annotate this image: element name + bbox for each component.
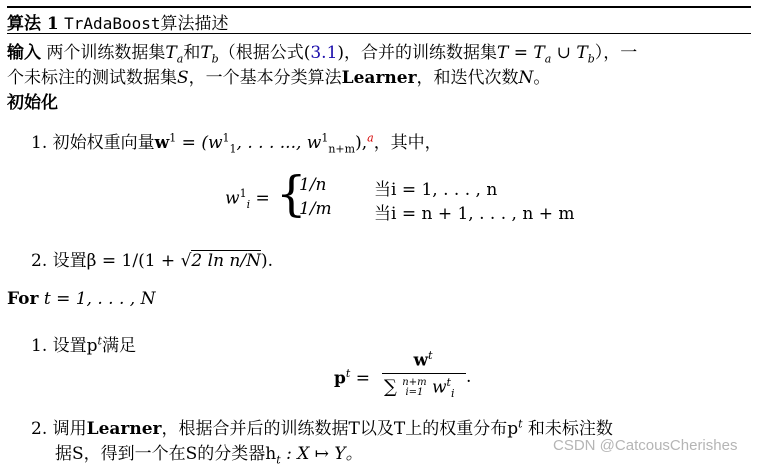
input-line2-c: ，和迭代次数 [416,68,519,88]
loop-step-1 [31,331,136,356]
input-line-1 [7,38,637,65]
var-n: N [518,68,534,88]
ref-close: )，合并的训练数据集 [337,43,498,63]
step-text: 调用 [52,419,87,439]
loop-step-2-line-1 [31,414,613,439]
algorithm-label: 算法 1 [7,14,59,34]
step-line2: 据S，得到一个在S的分类器h [55,444,277,464]
step-line2-end: : X ↦ Y。 [280,444,363,464]
p-equation-lhs [334,367,370,389]
case-1-condition: 当i = 1, . . . , n [374,180,498,200]
input-line2-text: 个未标注的测试数据集 [7,68,177,88]
case-eq: = [255,188,270,209]
case-w-sup: 1 [239,187,247,200]
input-and: 和 [183,43,201,63]
init-heading: 初始化 [7,93,58,113]
init-step-2 [31,246,273,271]
cases-lhs [225,187,270,211]
den-w-sub: i [450,387,455,401]
p-bold: p [334,368,346,389]
var-ta: T [165,43,177,63]
union-b: b [587,52,595,66]
var-ta-sub: a [176,52,184,66]
step-number: 1. [31,133,48,153]
input-label: 输入 [7,43,41,63]
p-sup: t [518,417,523,431]
step-end: ，其中， [373,133,442,153]
algorithm-title [7,9,228,34]
algorithm-name: TrAdaBoost [64,14,161,33]
w1-sup: 1 [222,131,230,145]
input-text: 两个训练数据集 [46,43,166,63]
p-sup: t [97,334,102,348]
for-keyword: For [7,289,39,309]
sqrt-sign: √ [180,251,192,271]
weight-sup: 1 [169,131,177,145]
case-2-value: 1/m [299,199,332,219]
sqrt-body: 2 ln n/N [191,251,261,271]
footnote-link[interactable]: a [367,131,374,145]
den-w-sup: t [446,376,451,389]
var-s: S [177,68,189,88]
step-number: 1. [31,336,48,356]
cases-brace: { [276,166,307,222]
learner-label: Learner [341,68,417,88]
step-text: 设置p [52,336,98,356]
num-w: w [413,350,429,371]
for-expression: t = 1, . . . , N [43,289,156,309]
case-w-sub: i [246,198,251,212]
fraction-denominator [384,376,455,400]
wn-sub: n+m [328,142,356,156]
h-sub: t [276,453,281,466]
step-number: 2. [31,251,48,271]
step-text: 设置β = 1/(1 + [52,251,181,271]
w1-sub: 1 [229,142,237,156]
sum-sign: ∑ [384,376,397,398]
union-a: a [544,52,552,66]
sum-limits [402,378,426,398]
den-w: w [431,377,447,398]
input-line1-end: ），一 [594,43,638,63]
input-line2-b: ，一个基本分类算法 [188,68,342,88]
step-end: ). [260,251,274,271]
loop-step-2-line-2 [55,439,363,466]
step-text-b: ，根据合并后的训练数据T以及T上的权重分布p [161,419,519,439]
step-text-c: 和未标注数 [522,419,613,439]
input-line2-end: 。 [533,68,551,88]
learner-label: Learner [86,419,162,439]
union-eq: T = T [497,43,545,63]
weight-close: ), [355,133,368,153]
num-sup: t [428,349,433,362]
equation-end: . [466,367,472,387]
p-eq: = [355,368,370,389]
weight-vector: w [154,133,170,153]
weight-eq: = (w [176,133,223,153]
init-step-1 [31,128,442,155]
step-end: 满足 [101,336,136,356]
equation-ref-link[interactable]: 3.1 [310,43,338,63]
step-number: 2. [31,419,48,439]
case-2-condition: 当i = n + 1, . . . , n + m [374,204,575,224]
p-lhs-sup: t [345,367,351,380]
step-text: 初始权重向量 [52,133,155,153]
input-line-2 [7,63,550,88]
csdn-watermark: CSDN @CatcousCherishes [553,437,738,454]
fraction-bar [382,373,466,374]
union-sym: ∪ T [551,43,588,63]
sum-bottom: i=1 [405,387,424,399]
weight-dots: , . . . ..., w [236,133,322,153]
case-1-value: 1/n [299,175,327,195]
wn-sup: 1 [321,131,329,145]
ref-open: （根据公式( [218,43,311,63]
algorithm-suffix: 算法描述 [160,14,229,34]
case-w: w [225,188,240,209]
for-loop-header [7,289,155,309]
var-tb: T [200,43,212,63]
top-rule [7,6,751,8]
var-tb-sub: b [211,52,219,66]
fraction-numerator [380,349,466,371]
sum-top: n+m [402,377,427,389]
